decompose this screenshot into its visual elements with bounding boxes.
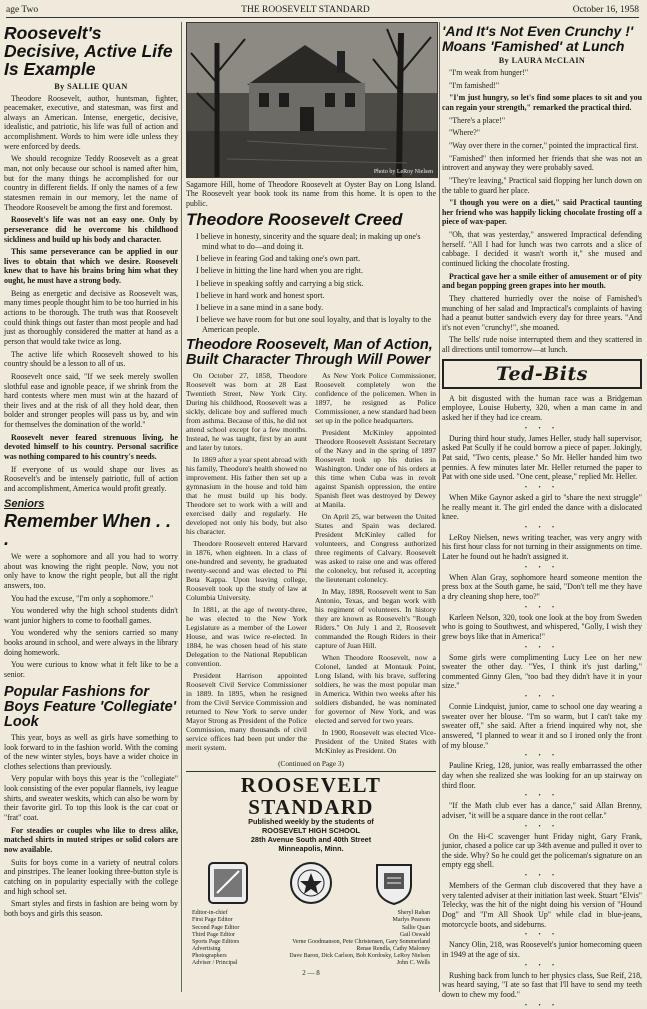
tidbit-item: When Alan Gray, sophomore heard someone mention the press box at the South game, he said, "Don't tell me they have a dry cleaning shop here, too?" (442, 572, 642, 601)
article-paragraph: In 1881, at the age of twenty-three, he was elected to the New York Legislature as a member of the Lower House, and was twice re-elected. In 1884, he was chosen head of his state Delegation to the National Republican convention. (186, 605, 307, 669)
staff-row (192, 946, 430, 953)
article-paragraph: On April 25, war between the United States and Spain was declared. President McKinley called for volunteers, and Congress authorized three regiments of Calvary. Roosevelt was asked to raise one and was offered the colonelcy, but refused it, accepting the lieutenant colonelcy. (315, 512, 436, 585)
article-paragraph: We were a sophomore and all you had to worry about was knowing the right people. Now, you not only have to know the right people, but all the right answers, too. (4, 551, 178, 590)
article-paragraph: "I though you were on a diet," said Practical taunting her friend who was happily licking chocolate frosting off a piece of wax-paper. (442, 198, 642, 227)
tidbit-item: During third hour study, James Heller, study hall supervisor, asked Pat Scully if he could borrow a piece of paper. Jokingly, Pat said, "Two cents, please." So Mr. Heller handed him two pennies. A few minutes later Mr. Heller returned the paper to Pat with one side used. "One cent, please," replied Mr. Heller. (442, 433, 642, 482)
article-paragraph: For steadies or couples who like to dress alike, matched shirts in muted stripes or solid colors are now available. (4, 825, 178, 854)
continued-notice: (Continued on Page 3) (278, 759, 344, 769)
article-paragraph: "I'm just hungry, so let's find some places to sit and you can regain your strength," remarked the practical third. (442, 93, 642, 113)
staff-role: Photographers (192, 952, 227, 959)
staff-row (192, 960, 430, 967)
article-paragraph: Roosevelt's life was not an easy one. Only by perseverance did he overcome his childhood sickliness and build up his body and character. (4, 215, 178, 244)
staff-box (186, 910, 436, 967)
staff-role: Advertising (192, 945, 221, 952)
ted-bits-banner (442, 359, 642, 389)
article-paragraph: The active life which Roosevelt showed to his country should be a lesson to all of us. (4, 349, 178, 369)
tidbit-item: "If the Math club ever has a dance," said Allan Brenny, adviser, "it will be a square dance in the root cellar." (442, 801, 642, 820)
article-paragraph: Very popular with boys this year is the "collegiate" look consisting of the ever popular flannels, ivy league shirts, and sweater weskits, which can also be worn by their favorite girl. To top this look is the car coat or "frat" coat. (4, 774, 178, 823)
item-separator: • • • (524, 932, 560, 939)
article-paragraph: President Harrison appointed Roosevelt Civil Service Commissioner in 1889. In 1895, when he resigned from the Civil Service Commission and returned to New York to serve under Mayor Strong as President of the Police Commission, many thousands of civil service offices had been put under the merit system. (186, 671, 307, 753)
article-paragraph: You had the excuse, "I'm only a sophomore." (11, 593, 154, 603)
article-paragraph: This same perseverance can be applied in our lives to obtain that which we desire. Roosevelt knew that to have his brains bring him what they ought, he must have a strong body. (4, 247, 178, 286)
article-paragraph: The bells' rude noise interrupted them and they scattered in all directions until tomorrow—at lunch. (442, 335, 642, 355)
creed-line: I believe in a sane mind in a sane body. (196, 302, 324, 312)
staff-role: Third Page Editor (192, 931, 235, 938)
tidbit-item: Connie Lindquist, junior, came to school one day wearing a sweater over her blouse. "I'm so warm, but I can't take my sweater off," she said. After a friend inquired why not, she answered, "I planned to wear it and so I ironed only the front of my blouse." (442, 702, 642, 750)
staff-row (192, 939, 430, 946)
article-paragraph: You wondered why the seniors carried so many books around in school, and were always in the library doing homework. (4, 628, 178, 657)
page-footer-number: 2 — 8 (302, 968, 320, 977)
byline: By SALLIE QUAN (54, 81, 128, 91)
item-separator: • • • (524, 524, 560, 531)
page-number: age Two (6, 5, 39, 15)
headline-crunchy: 'And It's Not Even Crunchy !' Moans 'Famished' at Lunch (442, 23, 634, 54)
tidbit-item: On the Hi-C scavenger hunt Friday night, Gary Frank, junior, chased a police car up 34th avenue and pulled it over to the side. Why? So he could get the policeman's signature on an empty egg shell. (442, 831, 642, 870)
staff-row (192, 917, 430, 924)
article-paragraph: In May, 1898, Roosevelt went to San Antonio, Texas, and began work with his regiment of volunteers. In history they are known as Roosevelt's "Rough Riders." On July 1 and 2, Roosevelt commanded the Rough Riders in their capture of Juan Hill. (315, 587, 436, 651)
press-logos (186, 859, 436, 907)
item-separator: • • • (524, 694, 560, 701)
headline-popular-fashions: Popular Fashions for Boys Feature 'Collegiate' Look (4, 683, 177, 730)
staff-names: Gail Oswald (399, 931, 430, 938)
article-paragraph: Smart styles and firsts in fashion are being worn by both boys and girls this season. (4, 899, 178, 918)
staff-role: Adviser / Principal (192, 959, 238, 966)
article-paragraph: You wondered why the high school students didn't want junior highers to come to football games. (4, 606, 178, 625)
header-rule (6, 17, 639, 18)
staff-role: First Page Editor (192, 917, 233, 924)
creed-line: I believe in hard work and honest sport. (196, 290, 325, 300)
creed-line: I believe in honesty, sincerity and the square deal; in making up one's mind what to do—and doing it. (196, 232, 421, 252)
article-paragraph: They chattered hurriedly over the noise of Famished's munching of her salad and Impractical's complaints of having had a peanut butter sandwich every day for three years. "And it's not even "crunchy!", she moaned. (442, 293, 642, 332)
creed-line: I believe in fearing God and taking one's own part. (196, 254, 361, 264)
page-header (6, 3, 639, 17)
article-paragraph: President McKinley appointed Theodore Roosevelt Assistant Secretary of the Navy and in the spring of 1897 Roosevelt took up his duties in Washington. Under one of his orders at this time when Cuba was in revolt against Spanish oppression, the entire Spanish fleet was destroyed by Dewey at Manila. (315, 428, 436, 510)
staff-role: Editor-in-chief (192, 910, 228, 917)
item-separator: • • • (524, 823, 560, 830)
article-paragraph: "They're leaving," Practical said flopping her lunch down on the table to guard her place. (442, 175, 642, 195)
sagamore-hill-photo (186, 22, 438, 178)
article-paragraph: If everyone of us would shape our lives as Roosevelt's and be intensely patriotic, full of action and accomplishment, America would profit greatly. (4, 464, 178, 493)
article-paragraph: Practical gave her a smile either of amusement or of pity and began popping green grapes into her mouth. (442, 271, 642, 291)
article-paragraph: Roosevelt once said, "If we seek merely swollen slothful ease and ignoble peace, if we shrink from the hard contests where men must win at the hazard of their lives and at the risk of all they hold dear, then bolder and stronger peoples will pass us by, and win for themselves the domination of the world." (4, 371, 178, 430)
tidbit-item: Nancy Olin, 218, was Roosevelt's junior homecoming queen in 1949 at the age of six. (442, 940, 642, 959)
item-separator: • • • (524, 873, 560, 880)
masthead-line: ROOSEVELT HIGH SCHOOL (262, 826, 360, 836)
staff-row (192, 925, 430, 932)
article-paragraph: Being as energetic and decisive as Roosevelt was, many times people thought him to be too hurried in his actions to be thorough. The truth was that Roosevelt could think things out faster than most people and had just as thoroughly considered the matter at hand as a person that would take twice as long. (4, 288, 178, 346)
creed-line: I believe in hitting the line hard when you are right. (196, 266, 363, 276)
item-separator: • • • (524, 753, 560, 760)
article-paragraph: "Where?" (449, 128, 480, 138)
article-paragraph: "Way over there in the corner," pointed the impractical first. (449, 140, 639, 150)
column-left (4, 22, 178, 996)
honor-award-shield-icon (371, 859, 417, 907)
tidbit-item: A bit disgusted with the human race was a Bridgeman employee, Louise Huberty, 320, when a man came in and asked her if they had ice cream. (442, 393, 642, 423)
issue-date: October 16, 1958 (572, 5, 639, 15)
photo-credit: Photo by LeRoy Nielsen (373, 169, 433, 175)
staff-row (192, 910, 430, 917)
article-paragraph: Roosevelt never feared strenuous living, he devoted himself to his country. Personal sacrifice was nothing compared to his country's needs. (4, 432, 178, 461)
item-separator: • • • (524, 564, 560, 571)
tidbit-item: LeRoy Nielsen, news writing teacher, was very angry with his first hour class for not turning in their assignments on time. Later he found out he hadn't assigned it. (442, 532, 642, 562)
newspaper-name: THE ROOSEVELT STANDARD (241, 5, 370, 15)
article-paragraph: "Oh, that was yesterday," answered Impractical defending herself. "All I had for lunch was two carrots and a slice of cabbage. I decided it wasn't worth it," she mused and continued licking the chocolate frosting. (442, 230, 642, 268)
bio-columns (186, 371, 436, 758)
article-paragraph: On October 27, 1858, Theodore Roosevelt was born at 28 East Twentieth Street, New York City. During his childhood, Roosevelt was a sickly, delicate boy and suffered much from asthma. Because of this, he did not attend school except for a few months. Instead, he was taught, first by an aunt and later by tutors. (186, 371, 308, 453)
staff-row (192, 932, 430, 939)
byline: By LAURA McCLAIN (498, 56, 586, 66)
tidbit-item: When Mike Gaynor asked a girl to "share the next struggle" he really meant it. The girl ended the dance with a dislocated knee. (442, 492, 642, 522)
article-paragraph: As New York Police Commissioner, Roosevelt completely won the confidence of the policemen. When in 1897, he resigned as Police Commissioner, a new standard had been set up in the police headquarters. (315, 371, 436, 426)
staff-role: Sports Page Editors (192, 938, 240, 945)
creed-line: I believe we have room for but one soul loyalty, and that is loyalty to the American people. (196, 314, 432, 334)
press-association-seal-icon (288, 859, 334, 907)
article-paragraph: "I'm famished!" (449, 80, 500, 90)
staff-row (192, 953, 430, 960)
headline-creed: Theodore Roosevelt Creed (186, 210, 403, 230)
masthead-line: 28th Avenue South and 40th Street (250, 834, 372, 844)
tidbit-item: Rushing back from lunch to her physics class, Sue Reif, 218, was heard saying, "I ate so fast that I'll have to send my teeth down to chew my food." (442, 970, 642, 999)
column-right (442, 22, 642, 1009)
headline-remember-when: Remember When . . . (4, 510, 172, 550)
bio-subcolumn-right (315, 371, 436, 758)
bio-subcolumn-left (186, 371, 307, 758)
creed-line: I believe in speaking softly and carrying a big stick. (196, 278, 364, 288)
item-separator: • • • (524, 484, 560, 491)
article-paragraph: This year, boys as well as girls have something to look forward to in the fashion world. With the coming of the new winter styles, boys have a wider choice in clothes selections than previously. (4, 732, 178, 771)
tidbit-item: Some girls were complimenting Lucy Lee on her new sweater the other day. "Yes, I think it's just darling," commented Ginny Glen, "too bad they didn't have it in your size." (442, 652, 642, 691)
article-paragraph: In 1869 after a year spent abroad with his family, Theodore's health showed no improvement. His father then set up a gymnasium in the house and told him that he must build up his body. Theodore set to work with a will and exercised daily and regularly. He developed not only his body, but also his character. (186, 455, 307, 537)
article-paragraph: "Famished" then informed her friends that she was not an introvert and anyway they were probably saved. (442, 153, 642, 173)
house-illustration (187, 23, 437, 177)
article-paragraph: "I'm weak from hunger!" (449, 68, 529, 78)
article-paragraph: Suits for boys come in a variety of neutral colors and pinstripes. The leaner looking three-button style is catching on in popularity especially with the college and high school set. (4, 857, 178, 896)
article-paragraph: When Theodore Roosevelt, now a Colonel, landed at Montauk Point, Long Island, with his brave, suffering soldiers, he was the most popular man in America. Within two weeks after his soldiers disbanded, he was nominated for governor of New York, and was elected and served for two years. (315, 653, 436, 726)
item-separator: • • • (524, 793, 560, 800)
column-middle (186, 22, 436, 996)
masthead-line: Published weekly by the students of (248, 817, 374, 827)
masthead-line: Minneapolis, Minn. (278, 843, 344, 853)
tidbit-item: Karleen Nelson, 320, took one look at the boy from Sweden who is going to Southwest, and whispered, "Golly, I wish they grew boys like that in America!" (442, 612, 642, 641)
staff-names: Renae Rendla, Cathy Maloney (356, 945, 430, 952)
column-divider-1 (181, 22, 182, 992)
article-paragraph: We should recognize Teddy Roosevelt as a great man, not only because our school is named after him, but for the many things he accomplished for our country in different fields. If only the names of a few statesmen remain in our memory, let the name of Theodore Roosevelt be among the first and foremost. (4, 154, 178, 212)
tidbit-item: Members of the German club discovered that they have a very talented adviser at their initiation last week. Stuart "Elvis" Telecky, was the hit of the night doing his version of "Hound Dog" and "I'm All Shook Up" while clad in blue-jeans, motorcycle boots, and sideburns. (442, 881, 642, 929)
item-separator: • • • (524, 604, 560, 611)
photo-caption: Sagamore Hill, home of Theodore Roosevelt at Oyster Bay on Long Island. The Roosevelt year book took its name from this home. It is open to the public. (186, 180, 436, 208)
staff-role: Second Page Editor (192, 924, 240, 931)
item-separator: • • • (524, 962, 560, 969)
masthead (186, 771, 436, 977)
staff-names: Dave Baron, Dick Carlson, Bob Kordosky, LeRoy Nielsen (289, 952, 430, 959)
quill-scroll-logo-icon (205, 859, 251, 907)
article-paragraph: Theodore Roosevelt, author, huntsman, fighter, peacemaker, executive, and statesman, was first and always an American. Intense, energetic, decisive, idealistic, and patriotic, his life was full of action and accomplishment. Words to him were idle unless they were enforced by deeds. (4, 93, 178, 151)
creed-list (186, 232, 436, 335)
article-paragraph: Theodore Roosevelt entered Harvard in 1876, when eighteen. In a class of one-hundred and seventy, he graduated twenty-second and was elected to Phi Beta Kappa. Upon leaving college, Roosevelt took up the study of law at Columbia University. (186, 539, 307, 603)
article-paragraph: In 1900, Roosevelt was elected Vice-President of the United States with McKinley as President. On (315, 728, 436, 756)
column-divider-2 (439, 22, 440, 992)
staff-names: Sallie Quan (401, 924, 430, 931)
staff-names: Sheryl Rahan (397, 910, 430, 917)
staff-names: Marlys Pearson (392, 917, 430, 924)
article-paragraph: "There's a place!" (449, 115, 506, 125)
item-separator: • • • (524, 425, 560, 432)
item-separator: • • • (524, 1002, 560, 1009)
staff-names: Verne Goodmanson, Pete Christensen, Gary Sommerland (292, 938, 430, 945)
headline-man-of-action: Theodore Roosevelt, Man of Action, Built Character Through Will Power (186, 337, 433, 369)
masthead-title: ROOSEVELT STANDARD (240, 773, 382, 820)
kicker-seniors: Seniors (4, 497, 45, 510)
article-paragraph: You were curious to know what it felt like to be a senior. (4, 660, 178, 680)
headline-decisive-life: Roosevelt's Decisive, Active Life Is Example (4, 23, 173, 80)
item-separator: • • • (524, 644, 560, 651)
tidbit-item: Pauline Krieg, 128, junior, was really embarrassed the other day when she realized she was looking for an up stairway on third floor. (442, 761, 642, 790)
ted-bits-title: Ted-Bits (496, 362, 588, 385)
staff-names: John C. Wells (396, 959, 430, 966)
